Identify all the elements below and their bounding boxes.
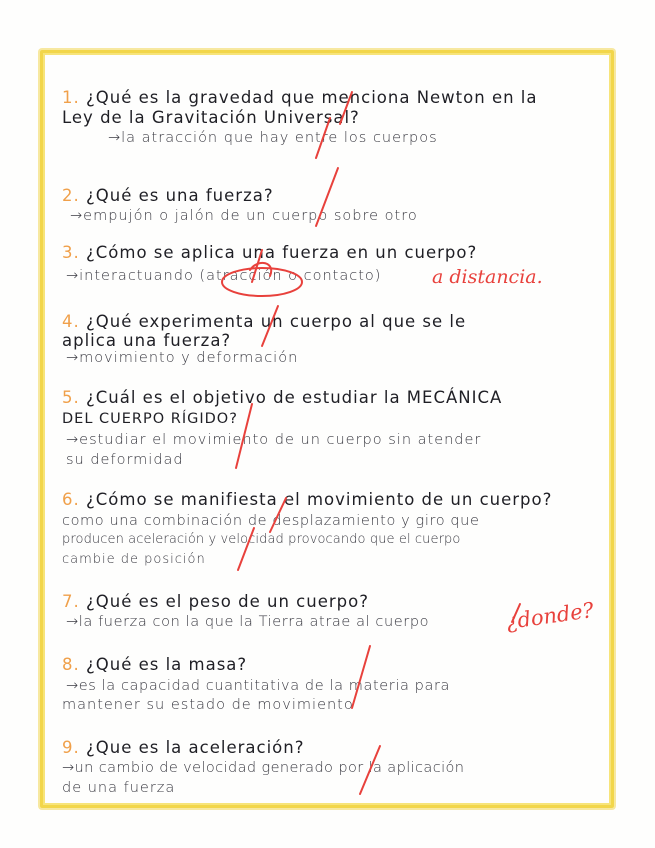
q9-line-1 <box>62 738 304 757</box>
page-border <box>40 50 614 808</box>
q5-answer-1: →estudiar el movimiento de un cuerpo sin atender <box>66 432 482 448</box>
q6-answer-3: cambie de posición <box>62 552 206 567</box>
q7-text-1: ¿Qué es el peso de un cuerpo? <box>86 592 369 611</box>
q3-line-1 <box>62 243 477 262</box>
q7-answer: →la fuerza con la que la Tierra atrae al cuerpo <box>66 614 430 630</box>
q9-text-1: ¿Que es la aceleración? <box>86 738 305 757</box>
q5-text-1: ¿Cuál es el objetivo de estudiar la MECÁNICA <box>86 388 503 407</box>
q1-line-2: Ley de la Gravitación Universal? <box>62 108 360 127</box>
q4-line-1 <box>62 312 466 331</box>
q3-teacher-note: a distancia. <box>432 266 543 288</box>
q6-line-1 <box>62 490 552 509</box>
q3-text-1: ¿Cómo se aplica una fuerza en un cuerpo? <box>86 243 478 262</box>
q1-number: 1. <box>62 88 80 107</box>
q2-line-1 <box>62 186 274 205</box>
q9-number: 9. <box>62 738 80 757</box>
q5-line-1 <box>62 388 502 407</box>
q7-line-1 <box>62 592 369 611</box>
q6-answer-1: como una combinación de desplazamiento y giro que <box>62 513 480 529</box>
q5-line-2: DEL CUERPO RÍGIDO? <box>62 411 238 427</box>
q5-answer-2: su deformidad <box>66 452 184 468</box>
q2-answer: →empujón o jalón de un cuerpo sobre otro <box>70 208 418 224</box>
q1-answer: →la atracción que hay entre los cuerpos <box>108 130 438 146</box>
q2-text-1: ¿Qué es una fuerza? <box>86 186 274 205</box>
q7-teacher-note: ¿donde? <box>504 597 596 635</box>
q5-number: 5. <box>62 388 80 407</box>
q4-number: 4. <box>62 312 80 331</box>
q4-answer: →movimiento y deformación <box>66 350 299 366</box>
q7-number: 7. <box>62 592 80 611</box>
q9-answer-2: de una fuerza <box>62 780 176 796</box>
q6-answer-2: producen aceleración y velocidad provocando que el cuerpo <box>62 532 461 547</box>
q1-line-1 <box>62 88 538 107</box>
q4-line-2: aplica una fuerza? <box>62 331 232 350</box>
q8-answer-1: →es la capacidad cuantitativa de la materia para <box>66 678 451 694</box>
q3-number: 3. <box>62 243 80 262</box>
q9-answer-1: →un cambio de velocidad generado por la aplicación <box>62 760 465 776</box>
q6-text-1: ¿Cómo se manifiesta el movimiento de un cuerpo? <box>86 490 553 509</box>
q3-answer: →interactuando (atracción o contacto) <box>66 268 382 284</box>
q4-text-1: ¿Qué experimenta un cuerpo al que se le <box>86 312 467 331</box>
q2-number: 2. <box>62 186 80 205</box>
q8-number: 8. <box>62 655 80 674</box>
q8-line-1 <box>62 655 247 674</box>
q6-number: 6. <box>62 490 80 509</box>
q8-text-1: ¿Qué es la masa? <box>86 655 248 674</box>
q1-text-1: ¿Qué es la gravedad que menciona Newton en la <box>86 88 538 107</box>
q8-answer-2: mantener su estado de movimiento <box>62 697 354 713</box>
